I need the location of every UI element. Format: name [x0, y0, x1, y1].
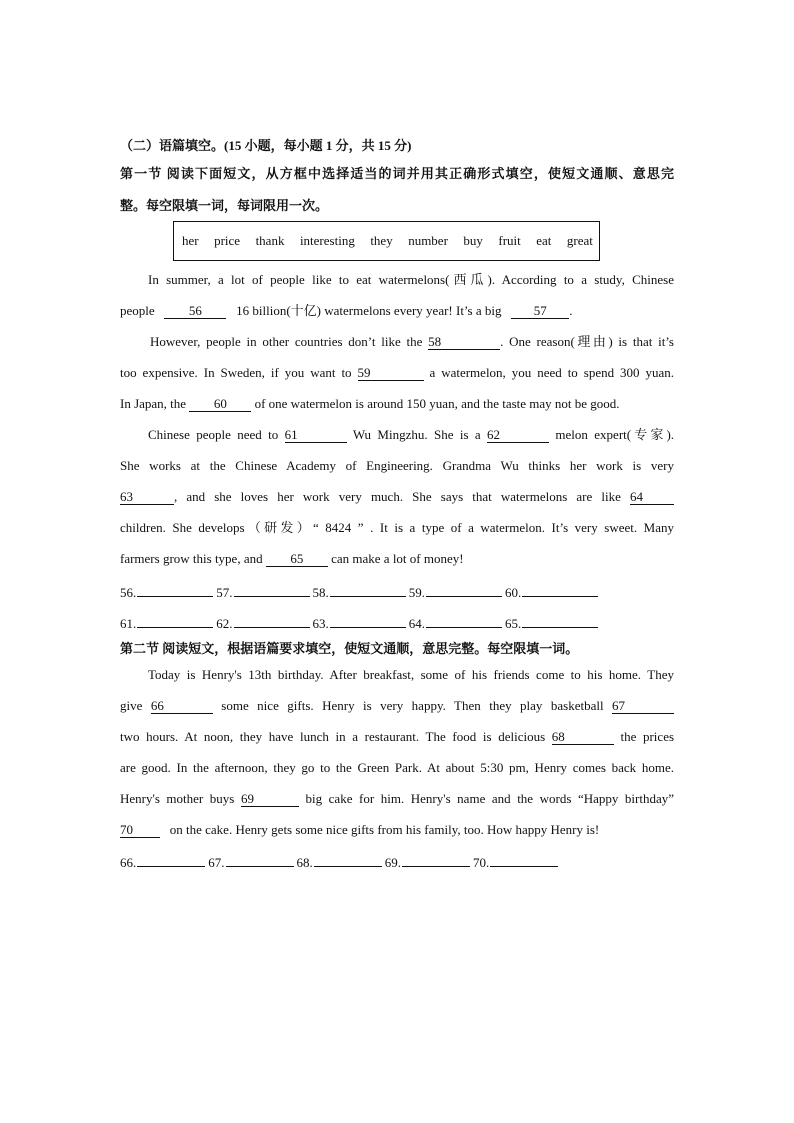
- answer-line[interactable]: [137, 614, 213, 628]
- blank-64[interactable]: 64: [630, 489, 674, 505]
- blank-70[interactable]: 70: [120, 822, 160, 838]
- part1-instruction-line2: 整。每空限填一词，每词限用一次。: [120, 198, 329, 213]
- answer-line[interactable]: [234, 614, 310, 628]
- word-bank-item: interesting: [299, 233, 355, 248]
- blank-68[interactable]: 68: [552, 729, 614, 745]
- passage1-line: children. She develops（研发）“ 8424 ” . It is a type of a watermelon. It’s very sweet. Many: [120, 520, 674, 535]
- answer-line[interactable]: [314, 853, 382, 867]
- answer-line[interactable]: [522, 583, 598, 597]
- blank-56[interactable]: 56: [164, 303, 226, 319]
- blank-58[interactable]: 58: [428, 334, 500, 350]
- blank-67[interactable]: 67: [612, 698, 674, 714]
- passage1-line: farmers grow this type, and 65 can make a lot of money!: [120, 551, 464, 566]
- answer-row-3: 66. 67. 68. 69. 70.: [120, 853, 674, 872]
- part1-instruction-line1: 第一节 阅读下面短文，从方框中选择适当的词并用其正确形式填空，使短文通顺、意思完: [120, 166, 674, 181]
- word-bank-item: fruit: [498, 233, 521, 248]
- word-bank-item: eat: [536, 233, 552, 248]
- word-bank-item: great: [566, 233, 593, 248]
- passage2-line: Henry's mother buys 69 big cake for him. Henry's name and the words “Happy birthday”: [120, 791, 675, 806]
- passage2-line: Today is Henry's 13th birthday. After breakfast, some of his friends come to his home. They: [148, 667, 674, 682]
- answer-line[interactable]: [402, 853, 470, 867]
- passage1-line: In summer, a lot of people like to eat watermelons(西瓜). According to a study, Chinese: [148, 272, 674, 287]
- answer-line[interactable]: [137, 853, 205, 867]
- blank-62[interactable]: 62: [487, 427, 549, 443]
- answer-line[interactable]: [137, 583, 213, 597]
- word-bank-box: [173, 221, 600, 261]
- answer-row-2: 61. 62. 63. 64. 65.: [120, 614, 674, 633]
- answer-line[interactable]: [490, 853, 558, 867]
- answer-line[interactable]: [234, 583, 310, 597]
- passage1-line: In Japan, the 60 of one watermelon is around 150 yuan, and the taste may not be good.: [120, 396, 620, 411]
- answer-line[interactable]: [330, 583, 406, 597]
- blank-60[interactable]: 60: [189, 396, 251, 412]
- passage1-line: She works at the Chinese Academy of Engineering. Grandma Wu thinks her work is very: [120, 458, 674, 473]
- word-bank-item: price: [214, 233, 241, 248]
- passage2-line: 70 on the cake. Henry gets some nice gifts from his family, too. How happy Henry is!: [120, 822, 600, 837]
- passage1-line: However, people in other countries don’t like the 58 . One reason(理由) is that it’s: [150, 334, 674, 349]
- word-bank-item: buy: [463, 233, 483, 248]
- passage2-line: give 66 some nice gifts. Henry is very happy. Then they play basketball 67: [120, 697, 674, 715]
- word-bank-item: her: [182, 233, 199, 248]
- passage1-line: Chinese people need to 61 Wu Mingzhu. She is a 62 melon expert(专家).: [148, 427, 675, 442]
- answer-line[interactable]: [330, 614, 406, 628]
- passage1-line: 63 , and she loves her work very much. She says that watermelons are like 64: [120, 488, 674, 506]
- section-title: （二）语篇填空。(15 小题，每小题 1 分，共 15 分): [120, 138, 412, 153]
- blank-59[interactable]: 59: [358, 365, 424, 381]
- passage2-line: are good. In the afternoon, they go to the Green Park. At about 5:30 pm, Henry comes back home.: [120, 760, 674, 775]
- passage1-line: too expensive. In Sweden, if you want to 59 a watermelon, you need to spend 300 yuan.: [120, 365, 675, 380]
- blank-69[interactable]: 69: [241, 791, 299, 807]
- part2-instruction: 第二节 阅读短文，根据语篇要求填空，使短文通顺，意思完整。每空限填一词。: [120, 641, 579, 656]
- answer-row-1: 56. 57. 58. 59. 60.: [120, 583, 674, 602]
- word-bank-item: number: [408, 233, 448, 248]
- blank-63[interactable]: 63: [120, 489, 174, 505]
- passage1-line: people 56 16 billion(十亿) watermelons every year! It’s a big 57 .: [120, 303, 573, 318]
- passage2-line: two hours. At noon, they have lunch in a restaurant. The food is delicious 68 the prices: [120, 729, 675, 744]
- answer-line[interactable]: [522, 614, 598, 628]
- blank-65[interactable]: 65: [266, 551, 328, 567]
- blank-57[interactable]: 57: [511, 303, 569, 319]
- answer-line[interactable]: [426, 614, 502, 628]
- word-bank-item: thank: [255, 233, 285, 248]
- answer-line[interactable]: [426, 583, 502, 597]
- blank-66[interactable]: 66: [151, 698, 213, 714]
- blank-61[interactable]: 61: [285, 427, 347, 443]
- word-bank-item: they: [370, 233, 393, 248]
- answer-line[interactable]: [226, 853, 294, 867]
